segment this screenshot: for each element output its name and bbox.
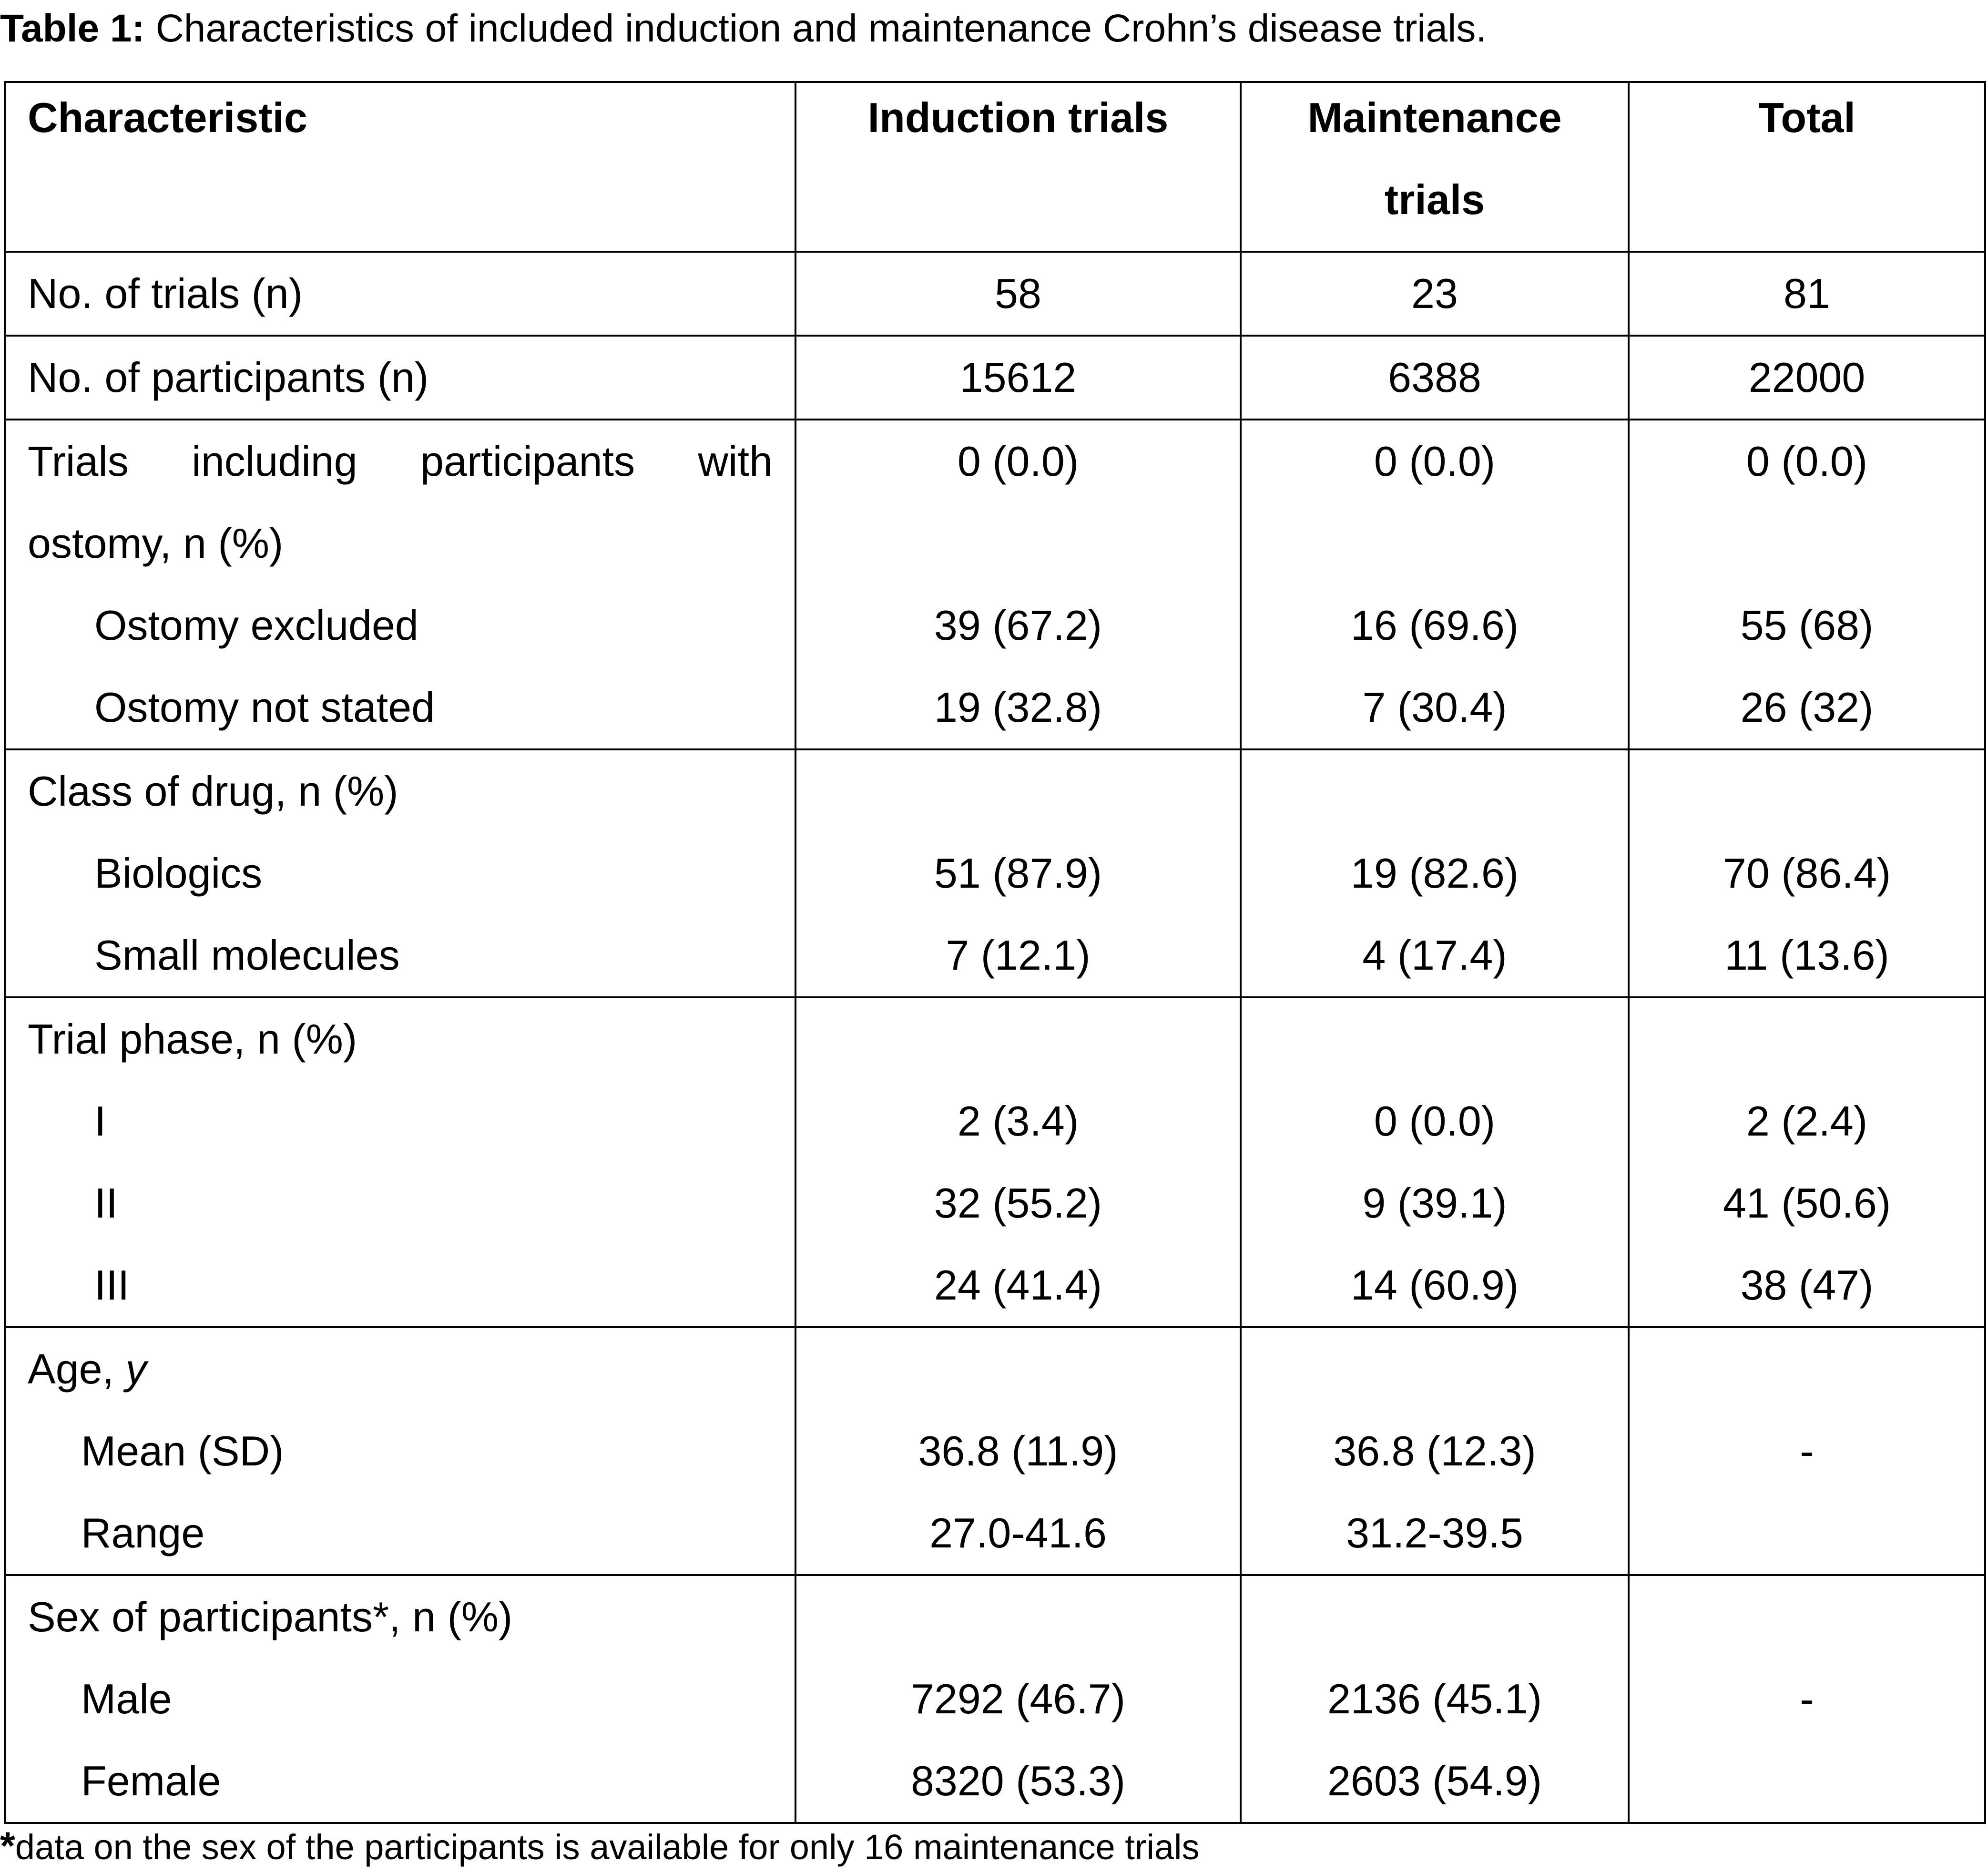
row-label-trials: [5, 252, 795, 336]
trials-total: [1629, 252, 1985, 336]
ostomy-total-value: 0 (0.0): [1746, 438, 1868, 485]
sex-male-total: -: [1800, 1675, 1814, 1722]
table-row: [5, 336, 1985, 420]
header-total: [1629, 82, 1985, 252]
participants-induction: [795, 336, 1241, 420]
trials-total-value: 81: [1784, 270, 1830, 317]
phase-ii-maintenance: 9 (39.1): [1362, 1179, 1507, 1227]
header-row: [5, 82, 1985, 252]
phase-ii-induction: 32 (55.2): [934, 1179, 1102, 1227]
header-induction-text: Induction trials: [867, 94, 1169, 141]
row-label-ostomy: [5, 420, 795, 749]
sex-total: [1629, 1575, 1985, 1823]
participants-label: No. of participants (n): [28, 354, 429, 401]
age-mean-total: -: [1800, 1427, 1814, 1475]
phase-iii-total: 38 (47): [1740, 1261, 1874, 1309]
header-maintenance: [1241, 82, 1629, 252]
phase-ii-total: 41 (50.6): [1723, 1179, 1891, 1227]
trials-maintenance: [1241, 252, 1629, 336]
table-footnote: [0, 1825, 1200, 1869]
age-range-induction: 27.0-41.6: [929, 1509, 1107, 1557]
table-row: [5, 997, 1985, 1327]
trials-label: No. of trials (n): [28, 270, 303, 317]
sex-female-maintenance: 2603 (54.9): [1327, 1757, 1542, 1804]
age-range-total: [1630, 1492, 1984, 1574]
phase-i-total: 2 (2.4): [1746, 1097, 1868, 1145]
participants-total: [1629, 336, 1985, 420]
age-label: [28, 1328, 773, 1410]
age-mean-induction: 36.8 (11.9): [918, 1427, 1118, 1475]
phase-i-induction: 2 (3.4): [957, 1097, 1079, 1145]
table-caption: [0, 5, 1487, 52]
ostomy-excluded-label: Ostomy excluded: [94, 602, 418, 649]
phase-maintenance: [1241, 997, 1629, 1327]
age-unit: y: [125, 1345, 147, 1393]
header-induction: [795, 82, 1241, 252]
ostomy-not-stated-maintenance: 7 (30.4): [1362, 684, 1507, 731]
ostomy-label-line1: Trials including participants with: [28, 438, 773, 485]
header-maintenance-line2: trials: [1384, 176, 1485, 223]
sex-female-total: [1630, 1740, 1984, 1822]
phase-iii-maintenance: 14 (60.9): [1350, 1261, 1519, 1309]
row-label-drug-class: [5, 749, 795, 997]
row-label-participants: [5, 336, 795, 420]
phase-iii-induction: 24 (41.4): [934, 1261, 1102, 1309]
ostomy-label-line2: ostomy, n (%): [28, 520, 284, 567]
ostomy-excluded-maintenance: 16 (69.6): [1350, 602, 1519, 649]
caption-label: Table 1:: [0, 7, 145, 50]
age-mean-maintenance: 36.8 (12.3): [1333, 1427, 1536, 1475]
drug-class-label: Class of drug, n (%): [28, 768, 398, 815]
row-label-sex: [5, 1575, 795, 1823]
ostomy-induction-value: 0 (0.0): [957, 438, 1079, 485]
table-row: [5, 749, 1985, 997]
age-mean-label: Mean (SD): [81, 1427, 284, 1475]
sex-male-label: Male: [81, 1675, 172, 1722]
small-molecules-maintenance: 4 (17.4): [1362, 932, 1507, 979]
phase-label: Trial phase, n (%): [28, 1015, 357, 1063]
small-molecules-induction: 7 (12.1): [946, 932, 1091, 979]
participants-maintenance: [1241, 336, 1629, 420]
sex-male-induction: 7292 (46.7): [910, 1675, 1126, 1722]
header-characteristic-text: Characteristic: [28, 94, 307, 141]
drug-class-maintenance: [1241, 749, 1629, 997]
age-induction: [795, 1327, 1241, 1575]
ostomy-not-stated-induction: 19 (32.8): [934, 684, 1102, 731]
age-total: [1629, 1327, 1985, 1575]
row-label-age: [5, 1327, 795, 1575]
phase-total: [1629, 997, 1985, 1327]
age-label-text: Age,: [28, 1345, 126, 1393]
participants-induction-value: 15612: [959, 354, 1077, 401]
ostomy-maintenance-value: 0 (0.0): [1374, 438, 1496, 485]
header-maintenance-line1: Maintenance: [1307, 94, 1562, 141]
caption-text: Characteristics of included induction and maintenance Crohn’s disease trials.: [144, 7, 1487, 50]
ostomy-excluded-induction: 39 (67.2): [934, 602, 1102, 649]
sex-induction: [795, 1575, 1241, 1823]
header-total-text: Total: [1758, 94, 1855, 141]
phase-i-maintenance: 0 (0.0): [1374, 1097, 1496, 1145]
ostomy-maintenance: [1241, 420, 1629, 749]
ostomy-induction: [795, 420, 1241, 749]
phase-induction: [795, 997, 1241, 1327]
ostomy-total: [1629, 420, 1985, 749]
biologics-label: Biologics: [94, 850, 263, 897]
biologics-maintenance: 19 (82.6): [1350, 850, 1519, 897]
table-row: [5, 252, 1985, 336]
small-molecules-label: Small molecules: [94, 932, 400, 979]
sex-female-label: Female: [81, 1757, 221, 1804]
row-label-phase: [5, 997, 795, 1327]
sex-maintenance: [1241, 1575, 1629, 1823]
table-row: [5, 1575, 1985, 1823]
drug-class-total: [1629, 749, 1985, 997]
sex-label: Sex of participants*, n (%): [28, 1593, 513, 1640]
characteristics-table: [4, 81, 1986, 1824]
footnote-text: data on the sex of the participants is available for only 16 maintenance trials: [15, 1827, 1200, 1867]
sex-male-maintenance: 2136 (45.1): [1327, 1675, 1542, 1722]
ostomy-excluded-total: 55 (68): [1740, 602, 1874, 649]
trials-induction-value: 58: [995, 270, 1041, 317]
drug-class-induction: [795, 749, 1241, 997]
age-range-label: Range: [81, 1509, 205, 1557]
participants-maintenance-value: 6388: [1388, 354, 1481, 401]
phase-iii-label: III: [94, 1261, 130, 1309]
header-characteristic: [5, 82, 795, 252]
ostomy-not-stated-total: 26 (32): [1740, 684, 1874, 731]
biologics-total: 70 (86.4): [1723, 850, 1891, 897]
trials-maintenance-value: 23: [1411, 270, 1458, 317]
trials-induction: [795, 252, 1241, 336]
table-row: [5, 420, 1985, 749]
table-row: [5, 1327, 1985, 1575]
phase-ii-label: II: [94, 1179, 118, 1227]
ostomy-not-stated-label: Ostomy not stated: [94, 684, 435, 731]
age-maintenance: [1241, 1327, 1629, 1575]
footnote-star: *: [0, 1824, 15, 1868]
small-molecules-total: 11 (13.6): [1724, 932, 1889, 979]
phase-i-label: I: [94, 1097, 106, 1145]
participants-total-value: 22000: [1748, 354, 1866, 401]
sex-female-induction: 8320 (53.3): [910, 1757, 1126, 1804]
biologics-induction: 51 (87.9): [934, 850, 1102, 897]
age-range-maintenance: 31.2-39.5: [1346, 1509, 1523, 1557]
